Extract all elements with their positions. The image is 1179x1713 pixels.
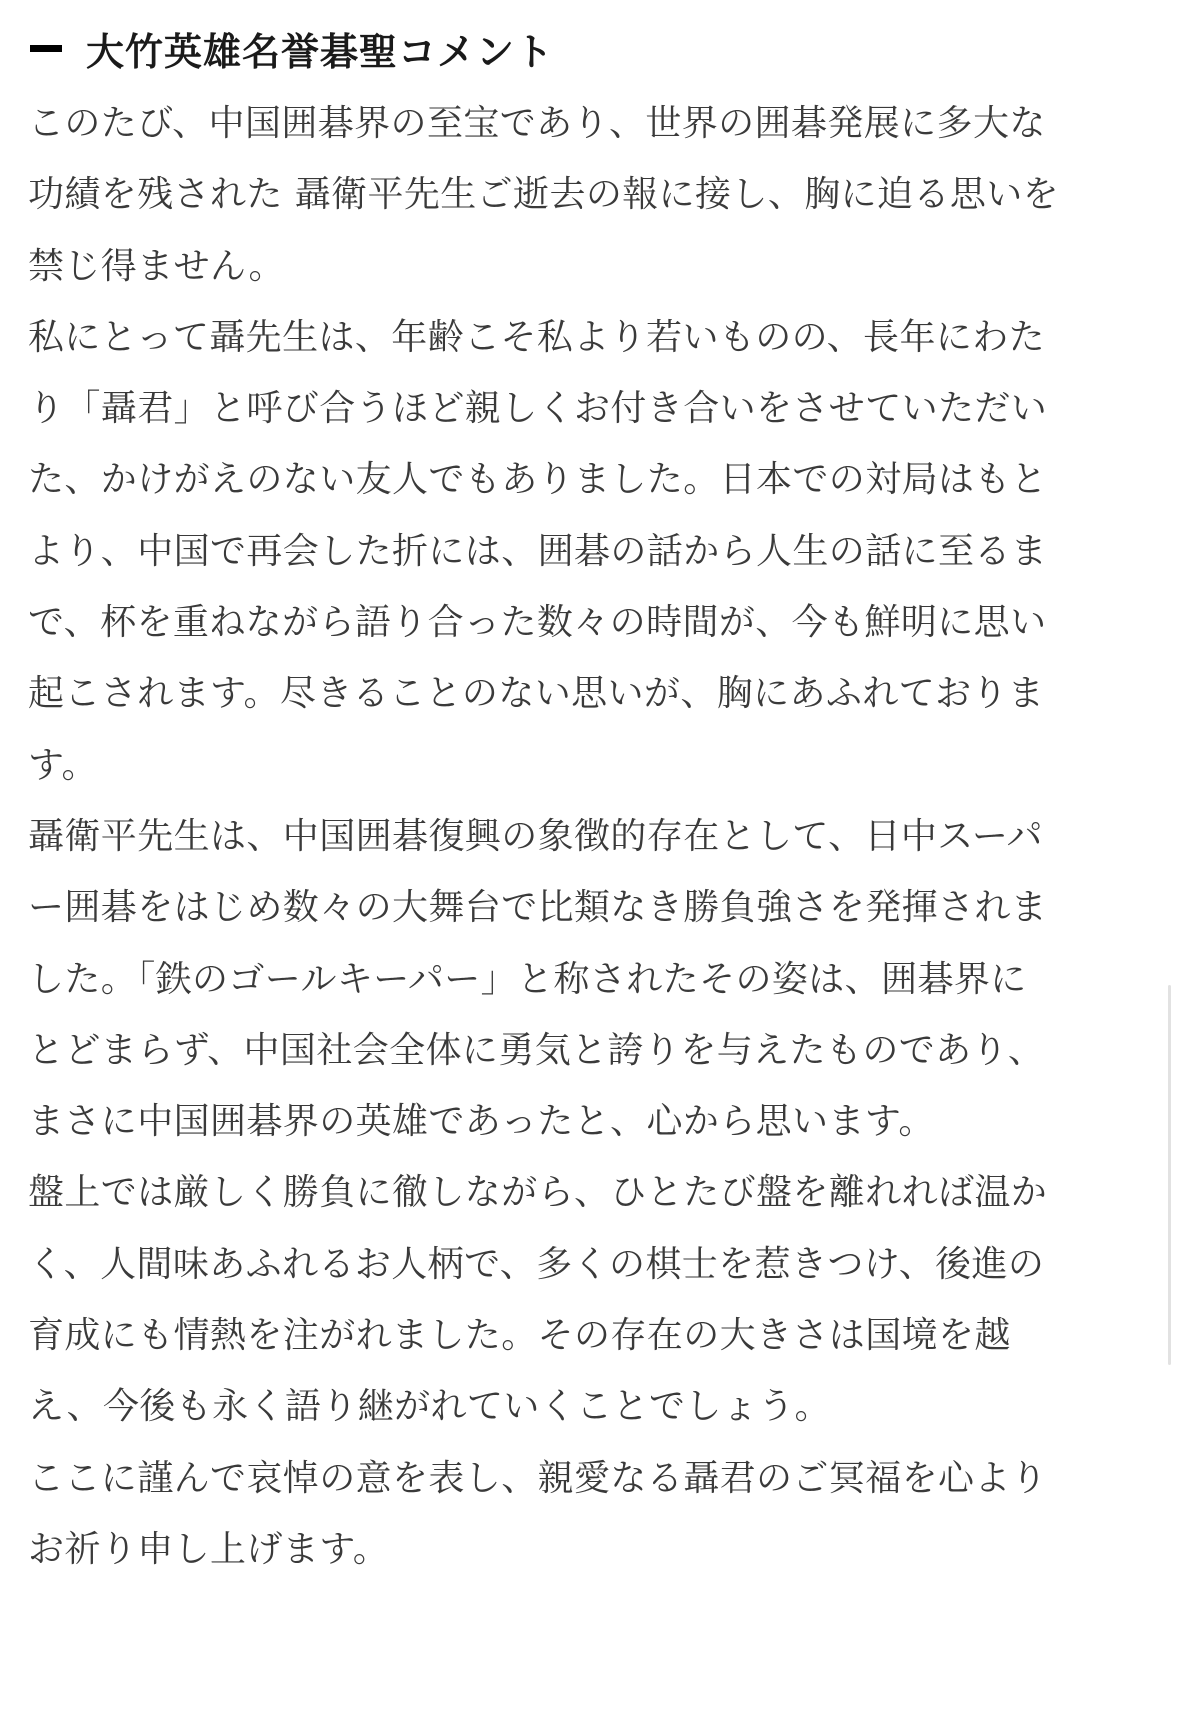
body-line: で、杯を重ねながら語り合った数々の時間が、今も鮮明に思い: [28, 602, 1047, 644]
body-line: 私にとって聶先生は、年齢こそ私より若いものの、長年にわた: [28, 316, 1046, 358]
body-line: 育成にも情熱を注がれました。その存在の大きさは国境を越: [28, 1315, 1011, 1357]
body-line: 功績を残された 聶衛平先生ご逝去の報に接し、胸に迫る思いを: [28, 174, 1060, 216]
body-line: り「聶君」と呼び合うほど親しくお付き合いをさせていただい: [28, 388, 1048, 430]
body-line: く、人間味あふれるお人柄で、多くの棋士を惹きつけ、後進の: [28, 1243, 1045, 1285]
body-line: 盤上では厳しく勝負に徹しながら、ひとたび盤を離れれば温か: [28, 1172, 1048, 1214]
body-line: お祈り申し上げます。: [28, 1528, 390, 1570]
body-line: 起こされます。尽きることのない思いが、胸にあふれておりま: [28, 673, 1045, 715]
body-line: した。「鉄のゴールキーパー」と称されたその姿は、囲碁界に: [28, 958, 1027, 1000]
heading-title: 大竹英雄名誉碁聖コメント: [86, 28, 555, 74]
body-line: す。: [28, 744, 98, 786]
scrollbar[interactable]: [1168, 985, 1171, 1365]
body-line: 禁じ得ません。: [28, 245, 285, 287]
comment-body: [28, 88, 1153, 1585]
body-line: 聶衛平先生は、中国囲碁復興の象徴的存在として、日中スーパ: [28, 815, 1043, 857]
body-line: え、今後も永く語り継がれていくことでしょう。: [28, 1386, 831, 1428]
body-line: まさに中国囲碁界の英雄であったと、心から思います。: [28, 1101, 935, 1143]
body-line: ー囲碁をはじめ数々の大舞台で比類なき勝負強さを発揮されま: [28, 887, 1048, 929]
body-line: ここに謹んで哀悼の意を表し、親愛なる聶君のご冥福を心より: [28, 1457, 1048, 1499]
body-line: より、中国で再会した折には、囲碁の話から人生の話に至るま: [28, 530, 1048, 572]
heading-dash-icon: [30, 45, 62, 52]
comment-heading: [30, 18, 554, 78]
body-line: とどまらず、中国社会全体に勇気と誇りを与えたものであり、: [28, 1029, 1045, 1071]
body-line: た、かけがえのない友人でもありました。日本での対局はもと: [28, 459, 1048, 501]
body-line: このたび、中国囲碁界の至宝であり、世界の囲碁発展に多大な: [28, 103, 1046, 144]
